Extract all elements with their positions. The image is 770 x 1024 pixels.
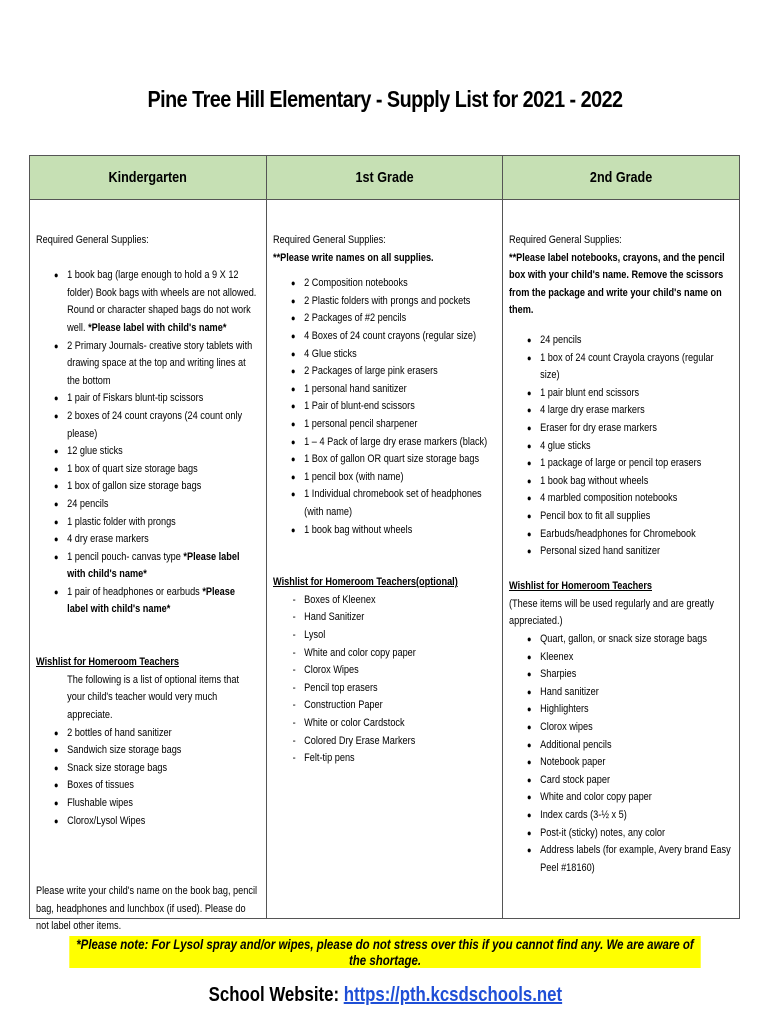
- list-item: ● 2 boxes of 24 count crayons (24 count only please): [36, 408, 258, 443]
- list-item: ● 24 pencils: [36, 496, 258, 514]
- g1-wishlist: [273, 592, 495, 768]
- list-item: ● 4 large dry erase markers: [509, 402, 731, 420]
- header-kindergarten: Kindergarten: [30, 156, 267, 199]
- list-item: ● 1 personal pencil sharpener: [273, 416, 495, 434]
- list-item: ● Address labels (for example, Avery brand Easy Peel #18160): [509, 842, 731, 877]
- list-item: - White or color Cardstock: [273, 715, 495, 733]
- list-item: ● 2 Composition notebooks: [273, 275, 495, 293]
- list-item: ● 1 Pair of blunt-end scissors: [273, 398, 495, 416]
- list-item: ● 1 pencil pouch- canvas type *Please label with child's name*: [36, 549, 258, 584]
- list-item: ● Clorox wipes: [509, 719, 731, 737]
- g1-supply-list: [273, 275, 495, 539]
- g2-wishlist-intro: (These items will be used regularly and are greatly appreciated.): [509, 597, 715, 628]
- header-1st-grade: 1st Grade: [267, 156, 504, 199]
- first-grade-column: [267, 200, 504, 918]
- list-item: ● 1 book bag (large enough to hold a 9 X 12 folder) Book bags with wheels are not allowed. Round or character shaped bags do not work well. *Please label with child's name*: [36, 267, 258, 337]
- list-item: ● 1 book bag without wheels: [273, 522, 495, 540]
- g2-supply-list: [509, 332, 731, 561]
- list-item: ● Personal sized hand sanitizer: [509, 543, 731, 561]
- list-item: ● Quart, gallon, or snack size storage bags: [509, 631, 731, 649]
- list-item: - Colored Dry Erase Markers: [273, 733, 495, 751]
- list-item: ● 1 box of gallon size storage bags: [36, 478, 258, 496]
- g1-required-heading: Required General Supplies:: [272, 234, 386, 246]
- list-item: - Construction Paper: [273, 697, 495, 715]
- list-item: ● 12 glue sticks: [36, 443, 258, 461]
- list-item: ● Sharpies: [509, 666, 731, 684]
- g1-wishlist-heading: Wishlist for Homeroom Teachers(optional): [272, 576, 458, 589]
- list-item: - Boxes of Kleenex: [273, 592, 495, 610]
- g2-wishlist-heading: Wishlist for Homeroom Teachers: [509, 580, 653, 593]
- second-grade-column: [503, 200, 739, 918]
- list-item: - Felt-tip pens: [273, 750, 495, 768]
- list-item: ● 1 personal hand sanitizer: [273, 381, 495, 399]
- website-label: School Website:: [208, 984, 344, 1006]
- list-item: ● Index cards (3-½ x 5): [509, 807, 731, 825]
- k-wishlist-heading: Wishlist for Homeroom Teachers: [36, 656, 180, 669]
- list-item: ● 2 Packages of large pink erasers: [273, 363, 495, 381]
- list-item: ● 1 plastic folder with prongs: [36, 514, 258, 532]
- list-item: ● 1 package of large or pencil top erasers: [509, 455, 731, 473]
- k-wishlist: [36, 725, 258, 831]
- kindergarten-column: [30, 200, 267, 933]
- list-item: ● 1 box of 24 count Crayola crayons (regular size): [509, 350, 731, 385]
- school-website: [0, 984, 770, 1007]
- k-wishlist-intro: The following is a list of optional items that your child's teacher would very much appreciate.: [67, 673, 240, 722]
- page-title: Pine Tree Hill Elementary - Supply List for 2021 - 2022: [147, 86, 623, 112]
- g2-required-heading: Required General Supplies:: [509, 234, 623, 246]
- g2-wishlist: [509, 631, 731, 877]
- g1-required-note: **Please write names on all supplies.: [272, 251, 434, 264]
- list-item: ● 4 Boxes of 24 count crayons (regular size): [273, 328, 495, 346]
- supply-table: [29, 155, 740, 933]
- list-item: ● 2 Plastic folders with prongs and pockets: [273, 293, 495, 311]
- list-item: ● 1 book bag without wheels: [509, 473, 731, 491]
- header-2nd-grade: 2nd Grade: [590, 169, 653, 186]
- list-item: ● 4 Glue sticks: [273, 346, 495, 364]
- list-item: ● 1 pencil box (with name): [273, 469, 495, 487]
- k-footer-note: Please write your child's name on the book bag, pencil bag, headphones and lunchbox (if used). Please do not label other items.: [36, 884, 258, 933]
- list-item: ● Kleenex: [509, 649, 731, 667]
- list-item: ● White and color copy paper: [509, 789, 731, 807]
- list-item: ● Card stock paper: [509, 772, 731, 790]
- list-item: ● Hand sanitizer: [509, 684, 731, 702]
- list-item: ● Boxes of tissues: [36, 777, 258, 795]
- list-item: ● Sandwich size storage bags: [36, 742, 258, 760]
- list-item: ● 1 pair of Fiskars blunt-tip scissors: [36, 390, 258, 408]
- k-supply-list: [36, 267, 258, 619]
- list-item: ● Flushable wipes: [36, 795, 258, 813]
- list-item: ● 1 Individual chromebook set of headphones (with name): [273, 486, 495, 521]
- list-item: ● 1 box of quart size storage bags: [36, 461, 258, 479]
- list-item: ● 2 Packages of #2 pencils: [273, 310, 495, 328]
- list-item: ● Eraser for dry erase markers: [509, 420, 731, 438]
- website-link[interactable]: https://pth.kcsdschools.net: [343, 984, 562, 1006]
- list-item: ● 1 – 4 Pack of large dry erase markers (black): [273, 434, 495, 452]
- list-item: ● Additional pencils: [509, 737, 731, 755]
- list-item: - Lysol: [273, 627, 495, 645]
- list-item: ● 1 pair blunt end scissors: [509, 385, 731, 403]
- list-item: ● 4 glue sticks: [509, 438, 731, 456]
- list-item: - Hand Sanitizer: [273, 609, 495, 627]
- list-item: ● Notebook paper: [509, 754, 731, 772]
- list-item: - Clorox Wipes: [273, 662, 495, 680]
- list-item: ● Highlighters: [509, 701, 731, 719]
- list-item: ● Clorox/Lysol Wipes: [36, 813, 258, 831]
- table-header-row: [30, 156, 739, 200]
- k-required-heading: Required General Supplies:: [36, 234, 149, 246]
- list-item: ● 4 marbled composition notebooks: [509, 490, 731, 508]
- list-item: ● Earbuds/headphones for Chromebook: [509, 526, 731, 544]
- list-item: ● Post-it (sticky) notes, any color: [509, 825, 731, 843]
- list-item: ● 2 Primary Journals- creative story tablets with drawing space at the top and writing lines at the bottom: [36, 338, 258, 391]
- g2-required-note: **Please label notebooks, crayons, and the pencil box with your child's name. Remove the scissors from the package and write your child's name on them.: [509, 251, 726, 317]
- list-item: - White and color copy paper: [273, 645, 495, 663]
- list-item: ● 1 Box of gallon OR quart size storage bags: [273, 451, 495, 469]
- list-item: ● Pencil box to fit all supplies: [509, 508, 731, 526]
- lysol-notice: *Please note: For Lysol spray and/or wipes, please do not stress over this if you cannot find any. We are aware of the shortage.: [0, 936, 770, 970]
- list-item: ● Snack size storage bags: [36, 760, 258, 778]
- list-item: ● 24 pencils: [509, 332, 731, 350]
- list-item: ● 4 dry erase markers: [36, 531, 258, 549]
- list-item: ● 2 bottles of hand sanitizer: [36, 725, 258, 743]
- list-item: ● 1 pair of headphones or earbuds *Please label with child's name*: [36, 584, 258, 619]
- list-item: - Pencil top erasers: [273, 680, 495, 698]
